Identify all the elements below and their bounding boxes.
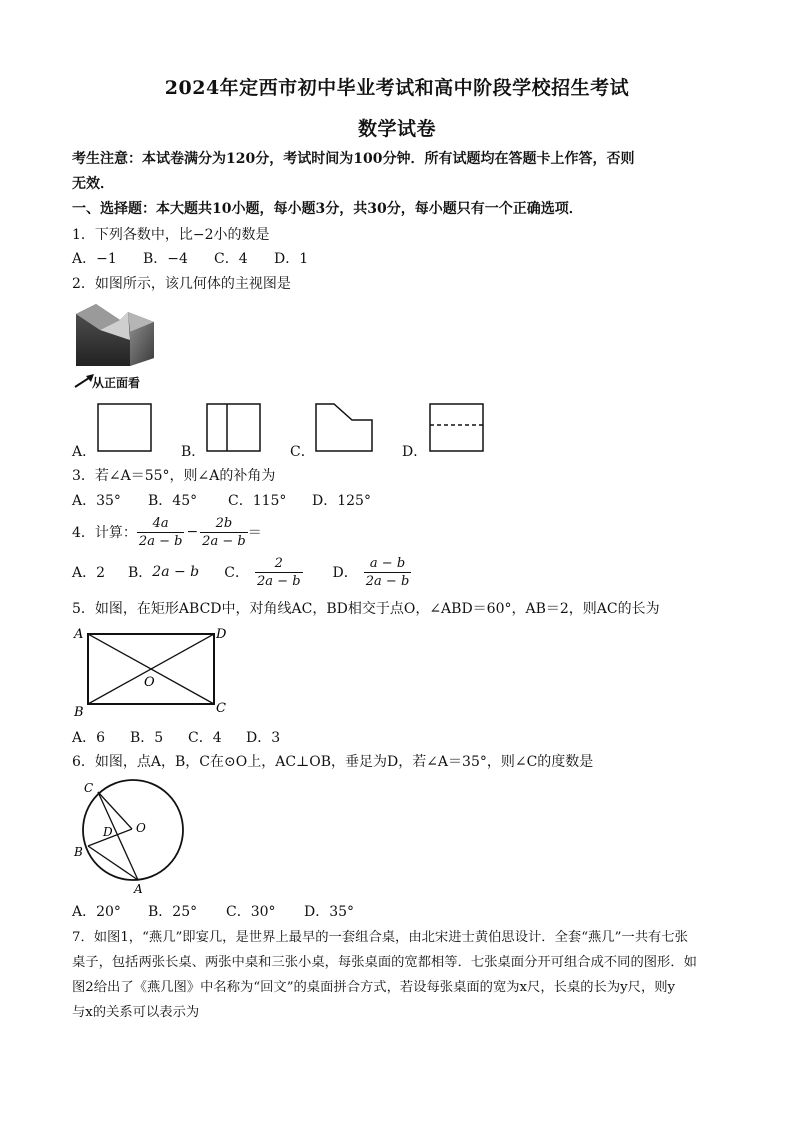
q5-stem: 5．如图，在矩形ABCD中，对角线AC，BD相交于点O，∠ABD＝60°，AB＝2，则AC的长为	[72, 601, 660, 617]
q6-label-o: O	[136, 821, 146, 835]
page-subtitle: 数学试卷	[357, 118, 436, 140]
q4-minus: −	[186, 524, 199, 540]
q4-options	[72, 554, 411, 590]
q6-circle-figure	[70, 774, 190, 896]
q4-fraction-1	[137, 515, 185, 550]
q6-label-b: B	[74, 845, 83, 859]
q2-option-d: D．	[402, 444, 428, 460]
q5-label-d: D	[216, 627, 227, 642]
q2-option-a-figure	[96, 402, 154, 454]
q4-equals: ＝	[247, 525, 262, 541]
q5-label-a: A	[74, 627, 84, 642]
section-heading: 一、选择题：本大题共10小题，每小题3分，共30分，每小题只有一个正确选项．	[72, 201, 583, 217]
q5-option-b: B．5	[130, 730, 164, 746]
q6-option-b: B．25°	[148, 904, 198, 920]
q4-option-a: A．2	[72, 565, 106, 581]
q7-line-3: 图2给出了《燕几图》中名称为“回文”的桌面拼合方式，若设每张桌面的宽为x尺，长桌的长为y尺，则y	[72, 980, 676, 995]
q1-option-b: B．−4	[143, 251, 188, 267]
q2-option-c: C．	[290, 444, 315, 460]
q2-option-b: B．	[181, 444, 206, 460]
q3-option-c: C．115°	[228, 493, 287, 509]
q6-option-c: C．30°	[226, 904, 276, 920]
q4-option-b-expr: 2a − b	[152, 564, 200, 580]
q5-option-c: C．4	[188, 730, 222, 746]
q2-option-b-figure	[205, 402, 263, 454]
q1-option-c: C．4	[214, 251, 248, 267]
q3-option-b: B．45°	[148, 493, 198, 509]
q4-optd-num: a − b	[364, 555, 412, 573]
q6-label-d: D	[103, 825, 113, 839]
q2-solid-figure	[70, 300, 160, 368]
q2-option-a: A．	[72, 444, 97, 460]
q4-option-b-label: B．	[128, 565, 153, 581]
q6-option-a: A．20°	[72, 904, 121, 920]
q7-line-4: 与x的关系可以表示为	[72, 1005, 200, 1020]
q4-frac2-num: 2b	[200, 515, 248, 533]
q5-rectangle-figure	[70, 622, 238, 718]
q7-line-2: 桌子，包括两张长桌、两张中桌和三张小桌，每张桌面的宽都相等．七张桌面分开可组合成不同的图形．如	[72, 955, 697, 970]
q4-option-d-fraction	[364, 555, 412, 590]
q4-optd-den: 2a − b	[365, 573, 410, 589]
q4-stem-prefix: 4．计算：	[72, 525, 137, 541]
q7-line-1: 7．如图1，“燕几”即宴几，是世界上最早的一套组合桌，由北宋进士黄伯思设计．全套“燕几”一共有七张	[72, 930, 688, 945]
q3-stem: 3．若∠A＝55°，则∠A的补角为	[72, 468, 276, 484]
q4-option-c-fraction	[255, 555, 303, 590]
q6-label-c: C	[84, 781, 94, 795]
q5-option-a: A．6	[72, 730, 106, 746]
q2-stem: 2．如图所示，该几何体的主视图是	[72, 276, 291, 292]
q6-label-a: A	[134, 882, 143, 896]
q4-option-d-label: D．	[332, 565, 358, 581]
q1-option-d: D．1	[274, 251, 309, 267]
q4-option-c-label: C．	[224, 565, 250, 581]
q2-option-c-figure	[314, 402, 376, 454]
q5-label-b: B	[74, 705, 84, 718]
q1-option-a: A．−1	[72, 251, 117, 267]
q4-optc-num: 2	[255, 555, 303, 573]
q3-option-a: A．35°	[72, 493, 121, 509]
q6-stem: 6．如图，点A，B，C在⊙O上，AC⊥OB，垂足为D，若∠A＝35°，则∠C的度数是	[72, 754, 594, 770]
notice-line-1: 考生注意：本试卷满分为120分，考试时间为100分钟．所有试题均在答题卡上作答，否则	[72, 151, 635, 167]
q5-option-d: D．3	[246, 730, 281, 746]
q6-option-d: D．35°	[304, 904, 355, 920]
q5-label-o: O	[144, 675, 155, 690]
q4-fraction-2	[200, 515, 248, 550]
q4-optc-den: 2a − b	[257, 573, 301, 589]
q4-stem	[72, 512, 262, 552]
q1-stem: 1．下列各数中，比−2小的数是	[72, 227, 270, 243]
q3-option-d: D．125°	[312, 493, 371, 509]
q2-option-d-figure	[428, 402, 486, 454]
page-title: 2024年定西市初中毕业考试和高中阶段学校招生考试	[164, 77, 630, 99]
q5-label-c: C	[216, 701, 226, 716]
q4-frac1-den: 2a − b	[138, 533, 183, 549]
q4-frac1-num: 4a	[137, 515, 185, 533]
q4-frac2-den: 2a − b	[202, 533, 246, 549]
notice-line-2: 无效．	[72, 176, 114, 192]
q2-view-label: 从正面看	[92, 376, 141, 390]
